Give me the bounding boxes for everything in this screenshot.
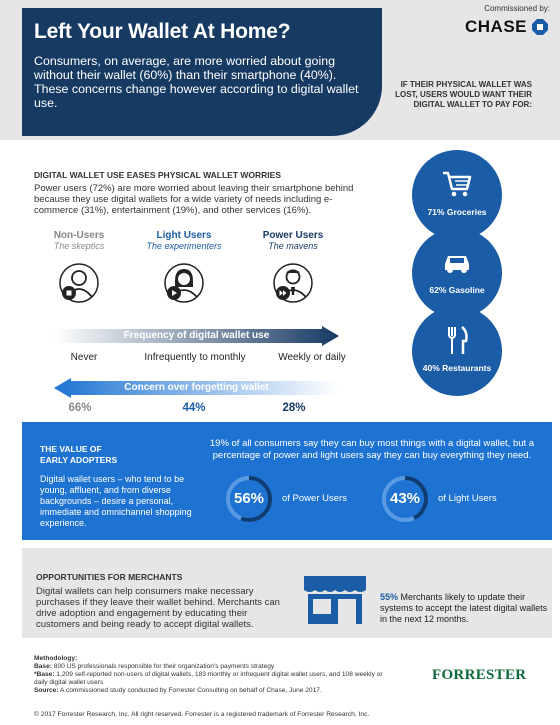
freq-never: Never — [70, 352, 98, 363]
methodology-source — [34, 687, 394, 695]
methodology — [34, 655, 394, 695]
restaurants-circle — [412, 306, 502, 396]
persona-name: Light Users — [156, 230, 212, 241]
base-label: Base: — [34, 663, 52, 670]
persona-power-users — [238, 230, 348, 308]
light-users-value: 43% — [389, 490, 421, 507]
section-text: Power users (72%) are more worried about leaving their smartphone behind because they use digital wallets for a wide variety of needs including e-commerce (31%), entertainment (19%), and other services (16%). — [34, 183, 354, 216]
power-user-avatar-icon — [273, 263, 313, 303]
concern-label: Concern over forgetting wallet — [124, 382, 269, 393]
lost-wallet-question: IF THEIR PHYSICAL WALLET WAS LOST, USERS WOULD WANT THEIR DIGITAL WALLET TO PAY FOR: — [395, 80, 532, 109]
early-adopters-text: Digital wallet users – who tend to be young, affluent, and from diverse backgrounds – desire a personal, immediate and omnichannel shopping experience. — [40, 474, 192, 528]
early-adopters-title-line1: THE VALUE OF — [40, 444, 102, 454]
car-icon — [441, 246, 473, 278]
early-adopters-panel — [22, 422, 552, 540]
concern-power-users: 28% — [282, 402, 306, 414]
base-text: 800 US professionals responsible for their organization's payments strategy — [51, 663, 275, 670]
storefront-icon — [302, 574, 368, 626]
merchants-stat-text: Merchants likely to update their systems to accept the latest digital wallets in the next 12 months. — [380, 592, 548, 624]
copyright: © 2017 Forrester Research, Inc. All right reserved. Forrester is a registered trademark of Forrester Research, Inc. — [34, 711, 370, 718]
frequency-arrow — [54, 326, 339, 346]
merchants-stat — [380, 592, 548, 625]
methodology-base2 — [34, 671, 394, 687]
forrester-logo: FORRESTER — [432, 667, 527, 683]
persona-subtitle: The mavens — [268, 241, 318, 251]
early-adopters-stat: 19% of all consumers say they can buy most things with a digital wallet, but a percentage of power and light users say they can buy everything they need. — [209, 438, 535, 461]
light-user-avatar-icon — [164, 263, 204, 303]
power-users-ring — [224, 474, 274, 524]
light-users-caption: of Light Users — [438, 493, 497, 504]
frequency-label: Frequency of digital wallet use — [123, 330, 270, 341]
intro-text: Consumers, on average, are more worried about going without their wallet (60%) than their smartphone (40%). These concerns change however according to digital wallet use. — [34, 54, 359, 110]
chase-logo — [465, 17, 548, 37]
concern-light-users: 44% — [182, 402, 206, 414]
methodology-heading: Methodology: — [34, 655, 78, 662]
shopping-cart-icon — [441, 168, 473, 200]
methodology-base — [34, 663, 394, 671]
non-user-avatar-icon — [59, 263, 99, 303]
persona-light-users — [129, 230, 239, 308]
concern-non-users: 66% — [68, 402, 92, 414]
light-users-ring — [380, 474, 430, 524]
groceries-circle — [412, 150, 502, 240]
gasoline-circle — [412, 228, 502, 318]
base2-label: *Base: — [34, 671, 55, 678]
groceries-label: 71% Groceries — [427, 207, 487, 217]
gasoline-label: 62% Gasoline — [429, 285, 485, 295]
merchants-title: OPPORTUNITIES FOR MERCHANTS — [36, 572, 183, 582]
merchants-stat-pct: 55% — [380, 592, 399, 602]
chase-octagon-icon — [532, 19, 548, 35]
source-label: Source: — [34, 687, 59, 694]
merchants-panel — [22, 548, 552, 638]
persona-name: Non-Users — [53, 230, 105, 241]
concern-arrow — [54, 378, 339, 398]
merchants-text: Digital wallets can help consumers make necessary purchases if they leave their wallet behind. Merchants can drive adoption and engagement by educating their customers and being ready to accept digital wallets. — [36, 586, 280, 630]
section-title: DIGITAL WALLET USE EASES PHYSICAL WALLET WORRIES — [34, 170, 281, 180]
fork-knife-icon — [441, 324, 473, 356]
commissioned-by-label: Commissioned by: — [484, 4, 550, 13]
early-adopters-title — [40, 444, 117, 466]
header-box — [22, 8, 382, 136]
power-users-value: 56% — [233, 490, 265, 507]
persona-subtitle: The experimenters — [146, 241, 222, 251]
power-users-caption: of Power Users — [282, 493, 347, 504]
page-title: Left Your Wallet At Home? — [34, 20, 291, 43]
persona-non-users — [24, 230, 134, 308]
persona-name: Power Users — [262, 230, 324, 241]
freq-power: Weekly or daily — [278, 352, 346, 363]
base2-text: 1,209 self-reported non-users of digital wallets, 183 monthly or infrequent digital wallet users, and 108 weekly or daily digital wallet users — [34, 671, 383, 686]
early-adopters-title-line2: EARLY ADOPTERS — [40, 455, 118, 465]
freq-light: Infrequently to monthly — [144, 352, 246, 363]
chase-wordmark: CHASE — [464, 17, 527, 36]
source-text: A commissioned study conducted by Forrester Consulting on behalf of Chase, June 2017. — [58, 687, 322, 694]
restaurants-label: 40% Restaurants — [422, 363, 492, 373]
persona-subtitle: The skeptics — [53, 241, 105, 251]
